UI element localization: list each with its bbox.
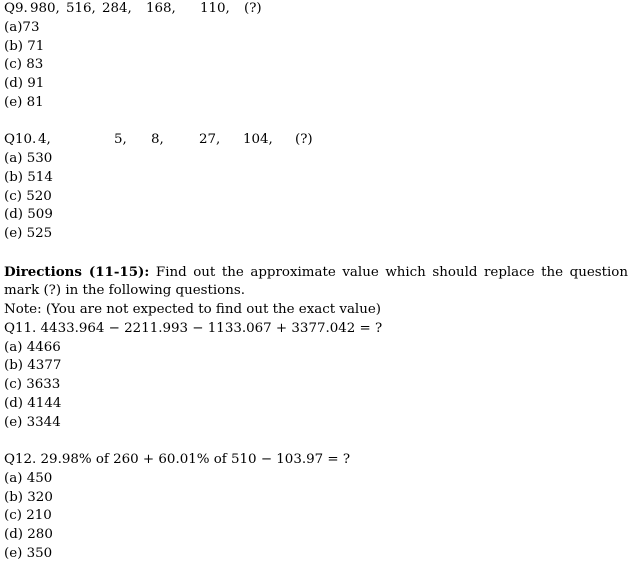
q9-option-b: (b) 71 <box>4 38 45 54</box>
q11-question: Q11. 4433.964 − 2211.993 − 1133.067 + 3377.042 = ? <box>4 320 383 336</box>
q9-term: 980, <box>30 1 60 16</box>
q12-option-b: (b) 320 <box>4 489 53 505</box>
q10-option-a: (a) 530 <box>4 151 53 166</box>
directions-note: Note: (You are not expected to find out the exact value) <box>4 302 381 317</box>
q9-option-e: (e) 81 <box>4 94 44 110</box>
q11-option-a: (a) 4466 <box>4 339 61 355</box>
q10-label: Q10. <box>4 132 37 148</box>
spacer <box>4 113 630 132</box>
q10-option-b: (b) 514 <box>4 169 53 185</box>
q9-option-c: (c) 83 <box>4 57 44 73</box>
q12-question: Q12. 29.98% of 260 + 60.01% of 510 − 103.97 = ? <box>4 452 351 467</box>
q9-term: 284, <box>102 1 132 16</box>
q11-option-c: (c) 3633 <box>4 377 61 392</box>
q10-option-e: (e) 525 <box>4 226 53 241</box>
directions-heading: Directions (11-15): <box>4 263 150 280</box>
q10-term: 4, <box>38 132 51 148</box>
q11-option-e: (e) 3344 <box>4 414 61 430</box>
q10-option-c: (c) 520 <box>4 188 52 204</box>
q9-option-a: (a)73 <box>4 19 40 35</box>
q9-term: 110, <box>200 1 230 16</box>
q10-term: (?) <box>295 132 313 148</box>
spacer <box>4 244 630 263</box>
q12-option-e: (e) 350 <box>4 545 53 561</box>
directions-paragraph <box>4 263 628 302</box>
q12-option-c: (c) 210 <box>4 508 52 524</box>
q12-option-d: (d) 280 <box>4 527 53 542</box>
q10-term: 5, <box>114 132 127 148</box>
q10-option-d: (d) 509 <box>4 207 53 223</box>
spacer <box>4 432 630 451</box>
q9-question <box>4 0 630 19</box>
directions-text: Find out the approximate value which should replace the question mark (?) in the following questions. <box>4 264 628 299</box>
q12-option-a: (a) 450 <box>4 470 53 486</box>
q9-term: 168, <box>146 1 176 16</box>
q9-option-d: (d) 91 <box>4 76 45 91</box>
q11-option-d: (d) 4144 <box>4 395 62 411</box>
q10-term: 27, <box>199 132 221 148</box>
question-sheet <box>4 0 630 564</box>
q9-term: 516, <box>66 1 96 16</box>
q9-term: (?) <box>244 1 262 16</box>
q10-question <box>4 131 630 150</box>
q10-term: 104, <box>243 132 273 148</box>
q10-term: 8, <box>151 132 164 148</box>
q9-label: Q9. <box>4 1 28 16</box>
q11-option-b: (b) 4377 <box>4 358 62 374</box>
